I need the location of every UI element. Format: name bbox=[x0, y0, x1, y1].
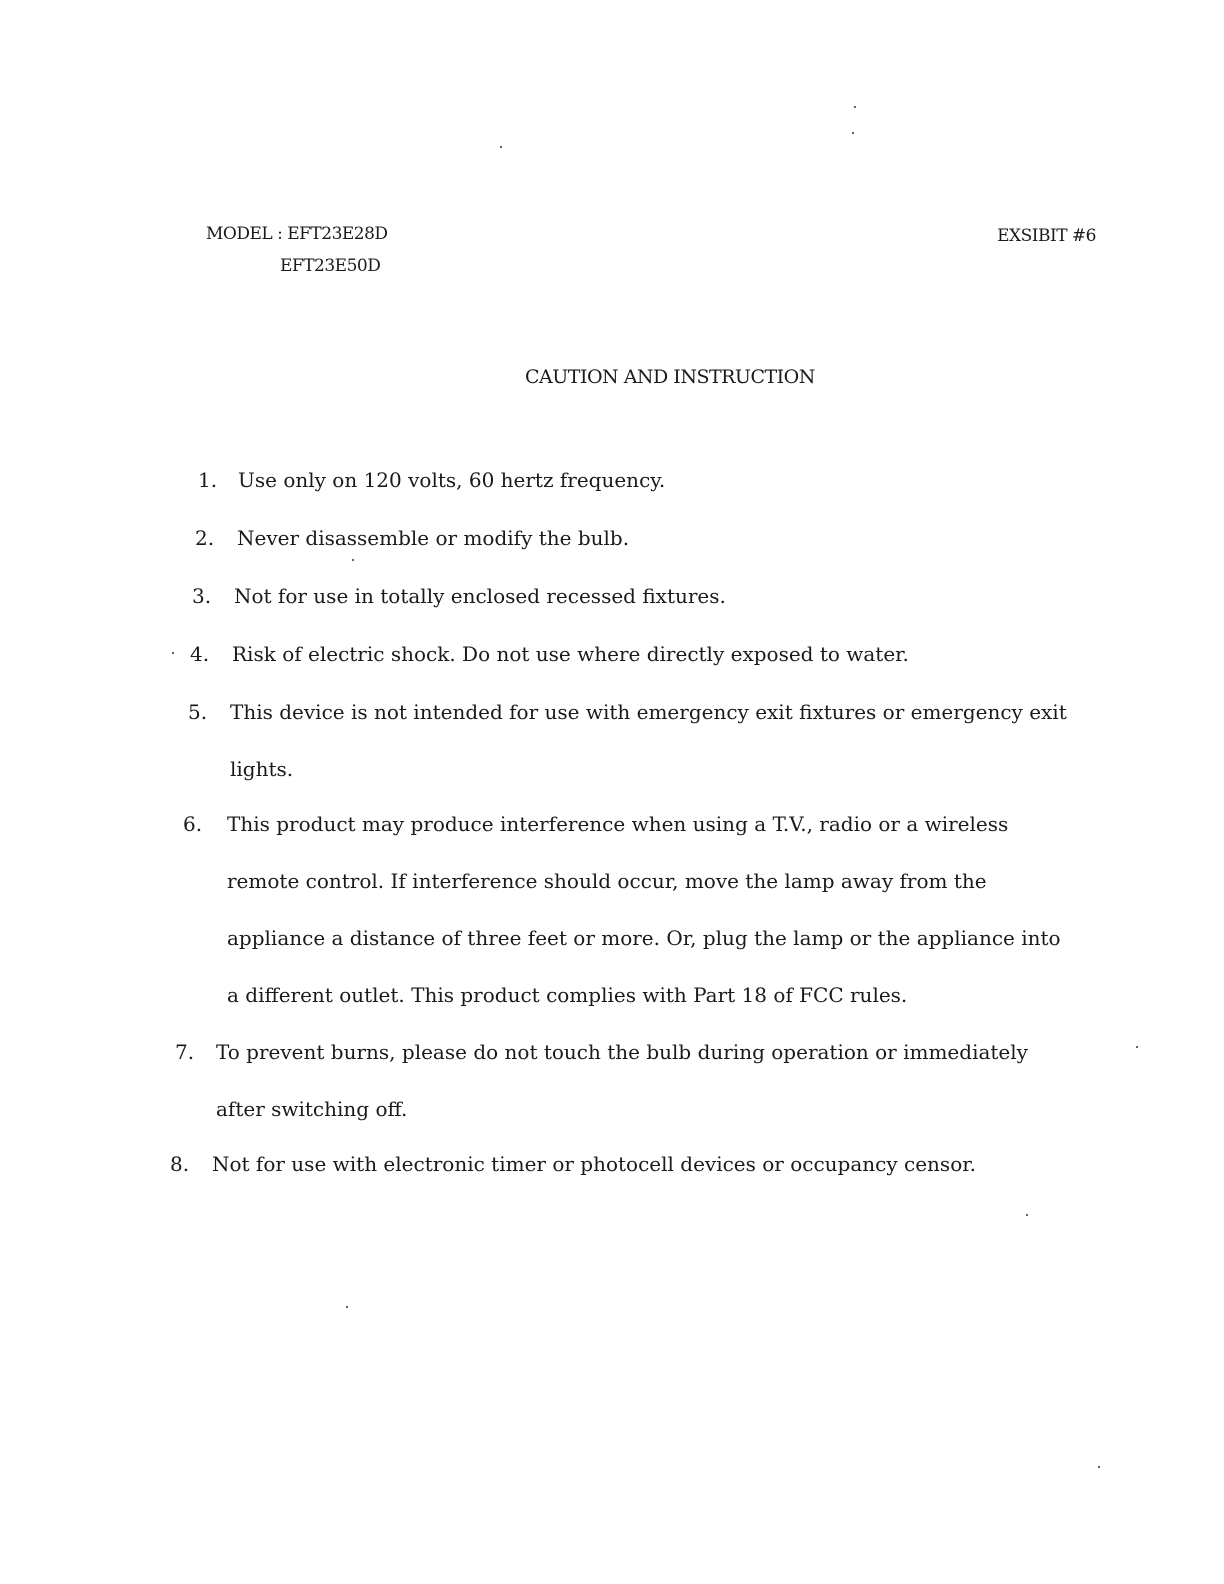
item-text: This device is not intended for use with emergency exit fixtures or emergency exit lights. bbox=[230, 700, 1067, 781]
scan-speck bbox=[352, 559, 354, 561]
scan-speck bbox=[854, 106, 856, 108]
item-number: 5. bbox=[188, 700, 208, 724]
item-text: Not for use in totally enclosed recessed fixtures. bbox=[234, 584, 726, 608]
item-number: 1. bbox=[198, 468, 218, 492]
list-item bbox=[192, 568, 1052, 625]
list-item bbox=[190, 626, 1070, 683]
scan-speck bbox=[172, 652, 174, 654]
model-number-alt: EFT23E50D bbox=[280, 256, 381, 276]
item-text: Use only on 120 volts, 60 hertz frequency. bbox=[238, 468, 666, 492]
item-number: 7. bbox=[175, 1040, 195, 1064]
item-number: 6. bbox=[183, 812, 203, 836]
scan-speck bbox=[1136, 1046, 1138, 1048]
scan-speck bbox=[1026, 1214, 1028, 1216]
item-text: Risk of electric shock. Do not use where directly exposed to water. bbox=[232, 642, 909, 666]
item-number: 2. bbox=[195, 526, 215, 550]
exhibit-label: EXSIBIT #6 bbox=[997, 226, 1096, 246]
scan-speck bbox=[346, 1306, 348, 1308]
page-title: CAUTION AND INSTRUCTION bbox=[525, 366, 815, 388]
item-text: To prevent burns, please do not touch the bulb during operation or immediately after switching off. bbox=[216, 1040, 1028, 1121]
model-number: MODEL : EFT23E28D bbox=[206, 224, 388, 244]
item-number: 3. bbox=[192, 584, 212, 608]
scan-speck bbox=[852, 132, 854, 134]
list-item bbox=[198, 452, 1058, 509]
scan-speck bbox=[1098, 1466, 1100, 1468]
list-item bbox=[183, 796, 1075, 1024]
item-text: Never disassemble or modify the bulb. bbox=[237, 526, 630, 550]
item-text: This product may produce interference when using a T.V., radio or a wireless remote control. If interference should occur, move the lamp away from the appliance a distance of three feet or more. Or, plug the lamp or the appliance into a different outlet. This product complies with Part 18 of FCC rules. bbox=[227, 812, 1061, 1007]
list-item bbox=[175, 1024, 1070, 1138]
item-number: 4. bbox=[190, 642, 210, 666]
list-item bbox=[188, 684, 1080, 798]
scan-speck bbox=[500, 146, 502, 148]
item-number: 8. bbox=[170, 1152, 190, 1176]
list-item bbox=[170, 1136, 1050, 1193]
list-item bbox=[195, 510, 1055, 567]
item-text: Not for use with electronic timer or photocell devices or occupancy censor. bbox=[212, 1152, 976, 1176]
